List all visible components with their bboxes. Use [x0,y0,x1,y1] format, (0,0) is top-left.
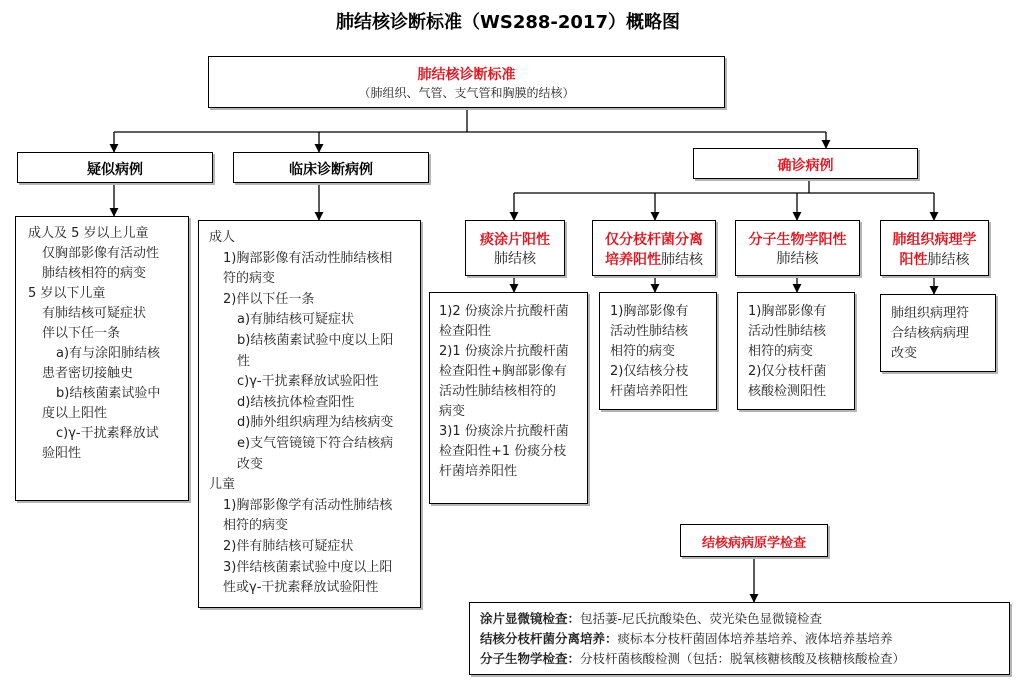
etiology-item-label: 结核分枝杆菌分离培养 [480,631,606,646]
sputum-smear-subtitle: 肺结核 [494,251,536,267]
sputum-smear-line: 检查阳性 [439,324,492,339]
root-title: 肺结核诊断标准 [417,67,516,83]
clinical-line: 相符的病变 [223,518,289,534]
pathology-line: 改变 [891,346,918,361]
culture-title-red2: 培养阳性 [605,252,661,268]
suspected-line: 肺结核相符的病变 [42,266,147,281]
clinical-line: 2)伴有肺结核可疑症状 [223,538,354,554]
sputum-smear-header [465,220,565,276]
pathology-line: 肺组织病理符 [891,306,970,321]
culture-subtitle: 肺结核 [661,252,703,268]
clinical-line: b)结核菌素试验中度以上阳 [237,332,394,348]
pathology-title-red2: 阳性 [899,252,928,268]
clinical-line: 改变 [237,456,264,472]
sputum-smear-line: 1)2 份痰涂片抗酸杆菌 [439,304,569,319]
sputum-smear-line: 杆菌培养阳性 [439,464,518,479]
etiology-item: 涂片显微镜检查：包括萋-尼氏抗酸染色、荧光染色显微镜检查 [480,611,823,626]
etiology-title: 结核病病原学检查 [701,536,806,551]
clinical-line: d)肺外组织病理为结核病变 [237,415,394,431]
sputum-smear-line: 病变 [439,404,466,419]
culture-detail [599,292,717,410]
suspected-header [17,152,213,183]
culture-line: 活动性肺结核 [610,324,689,339]
suspected-line: c)γ-干扰素释放试 [56,426,159,441]
pathology-title-line2 [881,249,988,269]
clinical-line: 1)胸部影像有活动性肺结核相 [223,250,393,266]
molecular-line: 活动性肺结核 [748,324,827,339]
clinical-line: e)支气管镜镜下符合结核病 [237,435,394,451]
molecular-line: 相符的病变 [748,344,814,359]
suspected-line: a)有与涂阳肺结核 [56,346,161,361]
molecular-line: 2)仅分枝杆菌 [748,364,827,379]
suspected-line: 度以上阳性 [42,406,108,421]
pathology-title: 肺组织病理学 [892,232,977,248]
etiology-item: 结核分枝杆菌分离培养：痰标本分枝杆菌固体培养基培养、液体培养基培养 [480,631,893,646]
molecular-line: 核酸检测阳性 [748,384,827,399]
suspected-title: 疑似病例 [87,162,143,178]
clinical-line: 性 [237,353,251,369]
clinical-header [233,152,429,183]
suspected-line: 有肺结核可疑症状 [42,306,147,321]
molecular-detail [737,292,855,410]
clinical-line: 成人 [209,230,236,245]
etiology-item-label: 涂片显微镜检查 [480,611,568,626]
clinical-title: 临床诊断病例 [289,162,373,178]
pathology-header [880,220,989,276]
clinical-line: 3)伴结核菌素试验中度以上阳 [223,559,393,575]
culture-line: 2)仅结核分枝 [610,364,689,379]
culture-line: 杆菌培养阳性 [610,384,689,399]
etiology-item-text: 痰标本分枝杆菌固体培养基培养、液体培养基培养 [617,631,893,646]
etiology-header [680,524,828,557]
clinical-line: 1)胸部影像学有活动性肺结核 [223,497,393,513]
root-box [208,56,725,108]
suspected-line: 伴以下任一条 [42,326,121,341]
sputum-smear-line: 3)1 份痰涂片抗酸杆菌 [439,424,569,439]
suspected-line: 成人及 5 岁以上儿童 [28,226,149,241]
clinical-line: 2)伴以下任一条 [223,291,315,307]
root-subtitle: （肺组织、气管、支气管和胸膜的结核） [358,86,575,100]
page-title: 肺结核诊断标准（WS288-2017）概略图 [336,12,680,33]
etiology-item-label: 分子生物学检查 [480,651,568,666]
clinical-line: 儿童 [209,477,236,493]
suspected-detail [15,216,189,501]
clinical-line: 符的病变 [223,271,276,287]
sputum-smear-title: 痰涂片阳性 [480,232,550,248]
confirmed-title: 确诊病例 [777,158,834,174]
clinical-line: a)有肺结核可疑症状 [237,312,355,328]
suspected-line: b)结核菌素试验中 [56,386,161,401]
etiology-item: 分子生物学检查：分枝杆菌核酸检测（包括：脱氧核糖核酸及核糖核酸检查） [480,651,906,666]
clinical-line: 性或γ-干扰素释放试验阳性 [223,580,379,596]
sputum-smear-line: 检查阳性+1 份痰分枝 [439,444,567,459]
clinical-line: d)结核抗体检查阳性 [237,394,355,410]
clinical-detail [198,220,421,608]
molecular-title: 分子生物学阳性 [748,232,847,248]
culture-line: 1)胸部影像有 [610,304,689,319]
suspected-line: 患者密切接触史 [42,366,134,381]
sputum-smear-line: 2)1 份痰涂片抗酸杆菌 [439,344,569,359]
suspected-line: 仅胸部影像有活动性 [42,246,160,261]
sputum-smear-line: 活动性肺结核相符的 [439,384,557,399]
pathology-subtitle: 肺结核 [927,252,970,268]
suspected-line: 5 岁以下儿童 [28,286,106,301]
culture-line: 相符的病变 [610,344,676,359]
etiology-item-text: 分枝杆菌核酸检测（包括：脱氧核糖核酸及核糖核酸检查） [580,651,906,666]
culture-title: 仅分枝杆菌分离 [605,232,703,248]
confirmed-header [693,148,918,179]
molecular-line: 1)胸部影像有 [748,304,827,319]
pathology-line: 合结核病病理 [891,326,970,341]
molecular-subtitle: 肺结核 [776,251,819,267]
sputum-smear-detail [429,292,588,504]
suspected-line: 验阳性 [42,446,82,461]
culture-title-line2 [593,249,715,269]
etiology-detail [469,602,1010,675]
molecular-header [735,220,860,276]
pathology-detail [880,294,996,372]
clinical-line: c)γ-干扰素释放试验阳性 [237,374,379,390]
etiology-item-text: 包括萋-尼氏抗酸染色、荧光染色显微镜检查 [580,611,823,626]
sputum-smear-line: 检查阳性+胸部影像有 [439,364,567,379]
culture-header [592,220,716,276]
